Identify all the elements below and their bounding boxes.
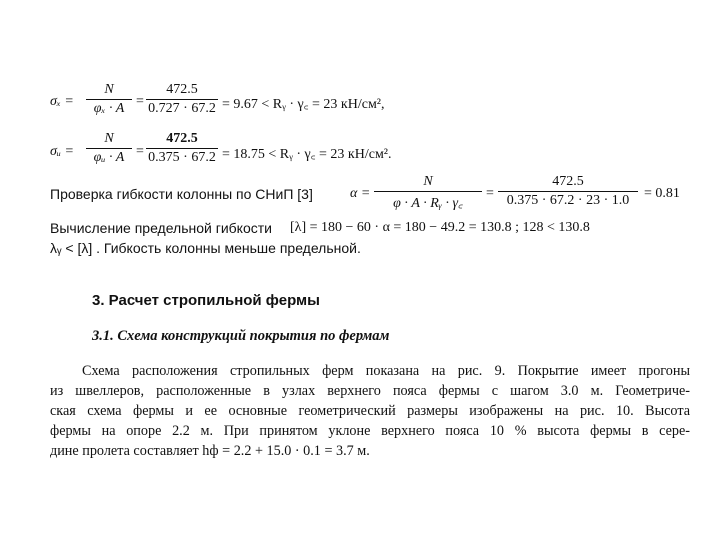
limit-line1-formula: [λ] = 180 − 60 · α = 180 − 49.2 = 130.8 ; 128 < 130.8 [290,220,590,235]
eq2-rhs: = 18.75 < Rᵧ · γ꜀ = 23 кН/см². [222,147,392,162]
eq1-frac1: N φₓ · A [86,82,132,117]
limit-line2: λᵧ < [λ] . Гибкость колонны меньше предельной. [50,240,361,256]
eq2-frac1: N φᵤ · A [86,131,132,166]
check-text: Проверка гибкости колонны по СНиП [3] [50,186,313,202]
check-rhs: = 0.81 [644,186,680,201]
section-3-heading: 3. Расчет стропильной фермы [92,292,320,309]
eq1-rhs: = 9.67 < Rᵧ · γ꜀ = 23 кН/см², [222,97,385,112]
paragraph-line: из швеллеров, расположенные в узлах верхнего пояса фермы с шагом 3.0 м. Геометриче- [50,383,690,399]
eq2-frac2: 472.5 0.375 · 67.2 [146,131,218,166]
check-frac1: N φ · A · Rᵧ · γ꜀ [374,174,482,212]
section-3-1-heading: 3.1. Схема конструкций покрытия по фермам [92,328,390,344]
eq1-frac2: 472.5 0.727 · 67.2 [146,82,218,117]
eq2-equals: = [136,144,144,159]
check-frac2: 472.5 0.375 · 67.2 · 23 · 1.0 [498,174,638,209]
eq1-equals: = [136,94,144,109]
paragraph-line: ская схема фермы и ее основные геометрический размеры изображены на рис. 10. Высота [50,403,690,419]
check-alpha: α = [350,186,371,201]
paragraph-line: дине пролета составляет hф = 2.2 + 15.0 · 0.1 = 3.7 м. [50,443,370,459]
eq1-lhs: σₓ = [50,94,74,109]
paragraph-line: Схема расположения стропильных ферм показана на рис. 9. Покрытие имеет прогоны [82,363,690,379]
eq2-lhs: σᵤ = [50,144,74,159]
paragraph-line: фермы на опоре 2.2 м. При принятом уклоне верхнего пояса 10 % высота фермы в сере- [50,423,690,439]
check-equals: = [486,186,494,201]
body-paragraph [50,361,690,461]
limit-line1-label: Вычисление предельной гибкости [50,220,272,236]
